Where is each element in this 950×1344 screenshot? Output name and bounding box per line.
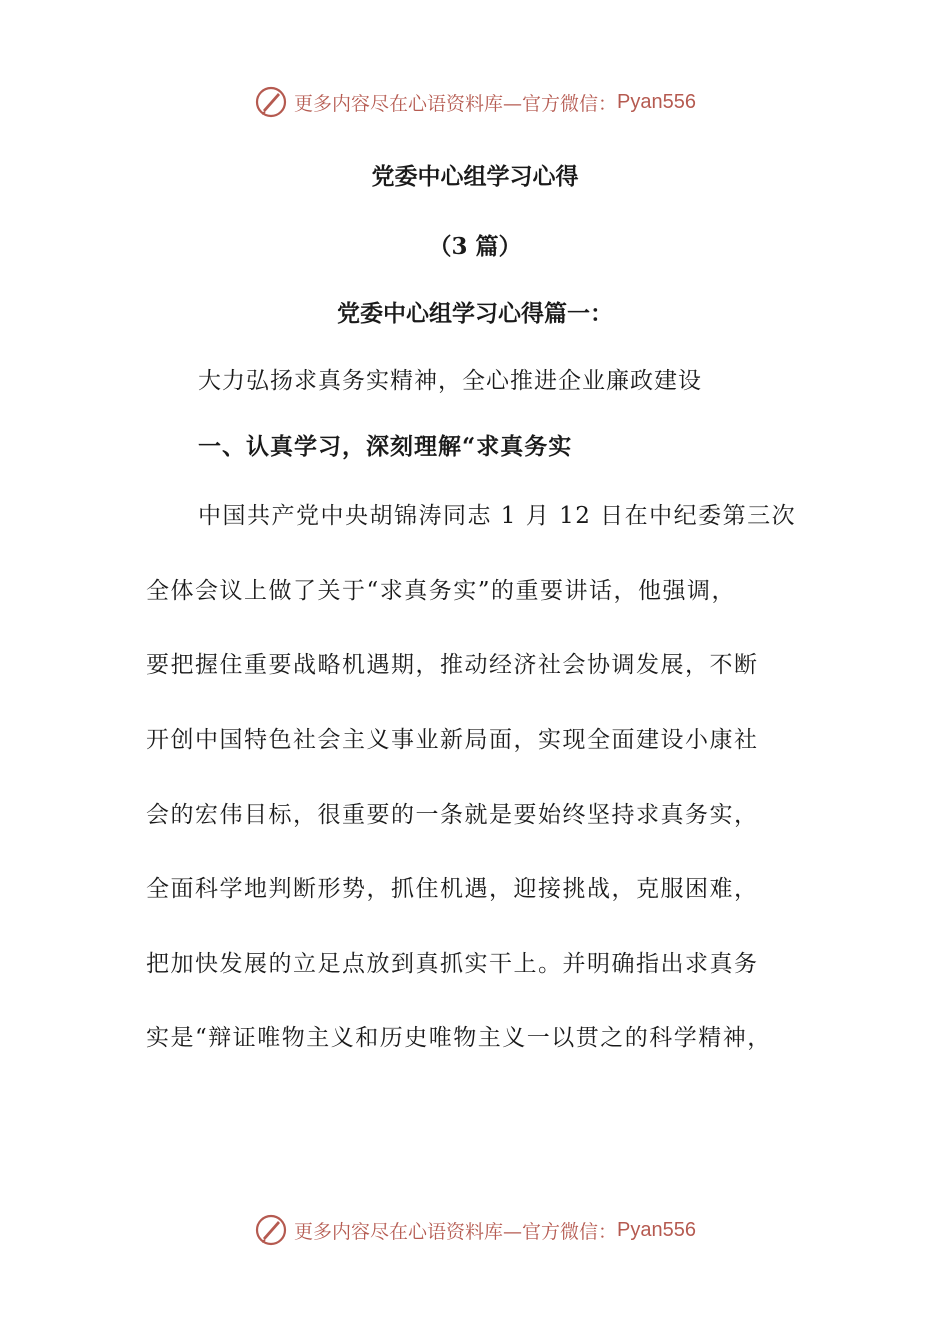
section-heading: 一、认真学习，深刻理解“求真务实	[198, 433, 573, 460]
body-line: 把加快发展的立足点放到真抓实干上。并明确指出求真务	[146, 951, 759, 977]
watermark-footer	[0, 1210, 950, 1250]
quill-logo-icon	[254, 85, 288, 119]
body-line: 全体会议上做了关于“求真务实”的重要讲话，他强调，	[146, 578, 737, 604]
quill-logo-icon	[254, 1213, 288, 1247]
document-title: 党委中心组学习心得	[371, 163, 579, 190]
article-subtitle: 大力弘扬求真务实精神，全心推进企业廉政建设	[198, 368, 702, 394]
part-title: 党委中心组学习心得篇一：	[337, 300, 613, 327]
body-line: 会的宏伟目标，很重要的一条就是要始终坚持求真务实，	[146, 802, 759, 828]
body-line: 中国共产党中央胡锦涛同志 1 月 12 日在中纪委第三次	[198, 503, 797, 529]
body-line: 要把握住重要战略机遇期，推动经济社会协调发展，不断	[146, 652, 759, 678]
watermark-id: Pyan556	[617, 90, 696, 113]
body-line: 开创中国特色社会主义事业新局面，实现全面建设小康社	[146, 727, 759, 753]
watermark-header	[0, 82, 950, 122]
watermark-text: 更多内容尽在心语资料库—官方微信：	[294, 1220, 618, 1243]
watermark-id: Pyan556	[617, 1218, 696, 1241]
body-line: 实是“辩证唯物主义和历史唯物主义一以贯之的科学精神，	[146, 1025, 772, 1051]
body-line: 全面科学地判断形势，抓住机遇，迎接挑战，克服困难，	[146, 876, 759, 902]
watermark-text: 更多内容尽在心语资料库—官方微信：	[294, 92, 618, 115]
document-count: （3 篇）	[428, 233, 522, 260]
